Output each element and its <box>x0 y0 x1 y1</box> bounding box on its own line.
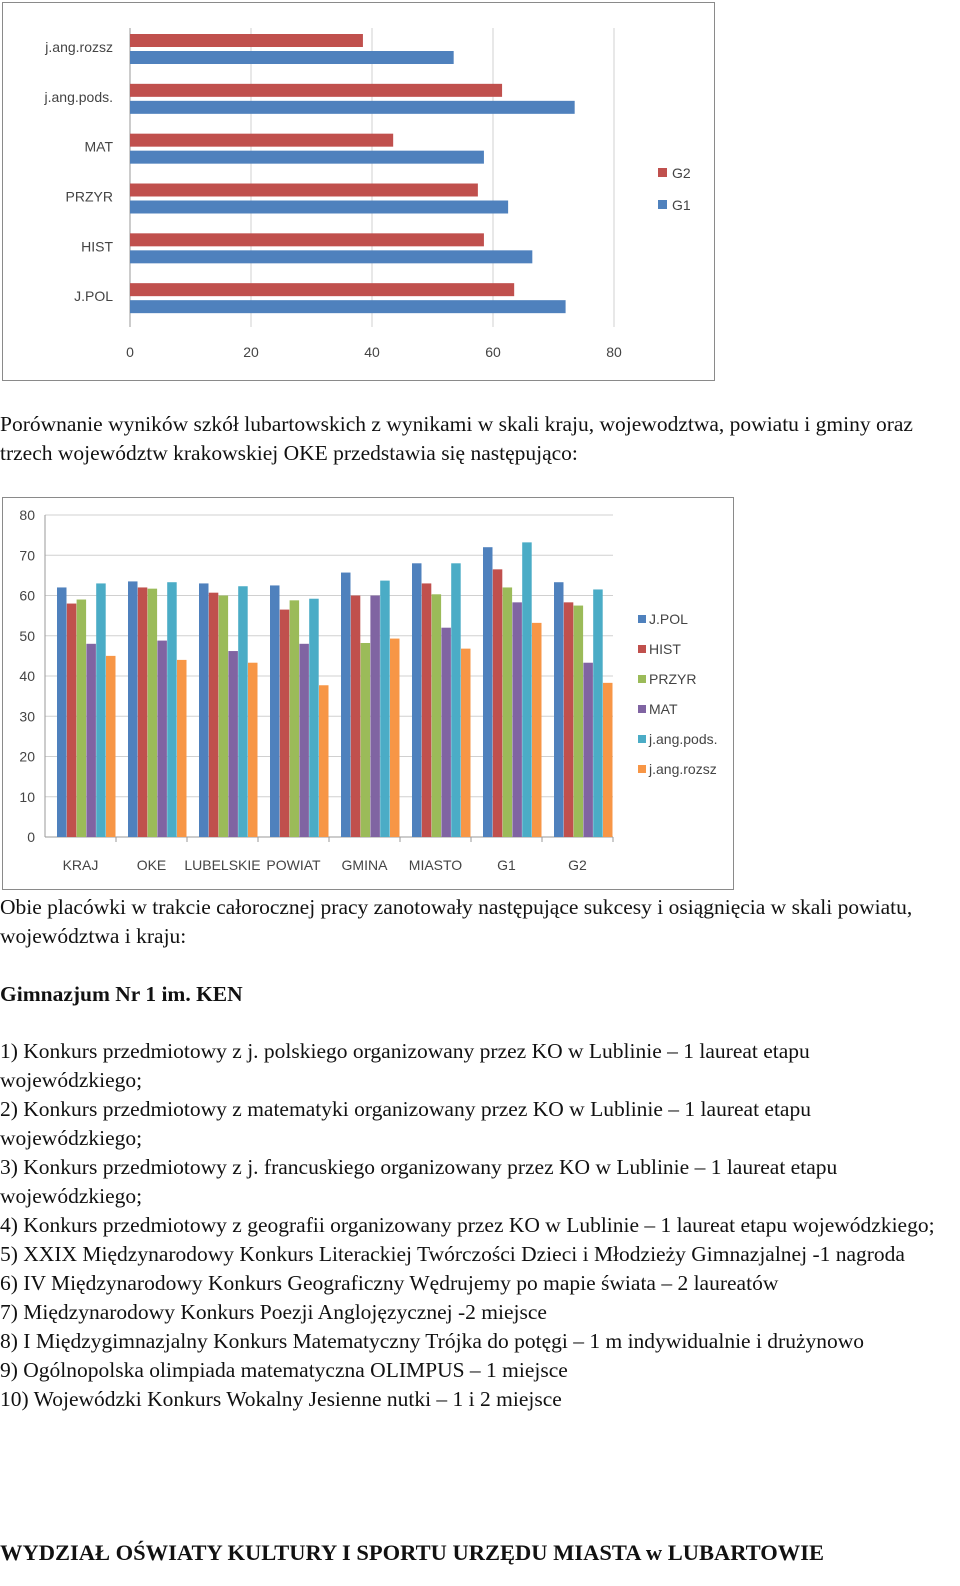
chart2-bar-mat <box>86 644 96 837</box>
chart2-bar-hist <box>564 602 574 837</box>
chart2-y-tick-label: 40 <box>19 668 35 684</box>
chart2-bar-przyr <box>503 587 512 837</box>
chart2-category-label: OKE <box>136 857 167 873</box>
chart2-bar-hist <box>209 593 219 837</box>
chart2-bar-j-pol <box>270 585 280 837</box>
chart1-bar-g1 <box>130 51 454 64</box>
chart1-bar-g1 <box>130 250 532 263</box>
chart1-bar-g2 <box>130 233 484 246</box>
chart2-category-label: G1 <box>497 857 516 873</box>
chart2-bar-j-pol <box>412 563 422 837</box>
chart1-bar-g2 <box>130 134 393 147</box>
chart1-x-tick-label: 0 <box>126 344 134 360</box>
footer-department: WYDZIAŁ OŚWIATY KULTURY I SPORTU URZĘDU MIASTA w LUBARTOWIE <box>0 1540 825 1565</box>
chart1-category-label: j.ang.pods. <box>44 88 113 105</box>
chart2-bar-przyr <box>77 600 87 837</box>
chart1-bar-g1 <box>130 101 575 114</box>
chart2-legend-label: J.POL <box>649 611 688 627</box>
list-item: 3) Konkurs przedmiotowy z j. francuskiego organizowany przez KO w Lublinie – 1 laureat etapu wojewódzkiego; <box>0 1155 838 1208</box>
chart2-bar-przyr <box>148 589 158 837</box>
chart2-category-label: G2 <box>568 857 587 873</box>
chart1-legend-swatch <box>658 168 667 177</box>
chart2-bar-hist <box>138 587 148 837</box>
chart1-x-tick-label: 20 <box>243 344 259 360</box>
chart2-bar-mat <box>512 602 522 837</box>
chart1-x-tick-label: 60 <box>485 344 501 360</box>
list-item: 10) Wojewódzki Konkurs Wokalny Jesienne nutki – 1 i 2 miejsce <box>0 1387 562 1411</box>
chart-subject-results-g1-g2 <box>2 2 715 381</box>
chart2-y-tick-label: 30 <box>19 708 35 725</box>
chart2-legend-label: j.ang.rozsz <box>649 761 717 777</box>
chart2-bar-j-ang-pods- <box>380 581 390 837</box>
school-heading: Gimnazjum Nr 1 im. KEN <box>0 982 243 1006</box>
chart2-legend-swatch <box>638 645 646 653</box>
chart1-x-tick-label: 40 <box>364 344 380 360</box>
chart2-bar-j-ang-rozsz <box>603 683 613 837</box>
achievements-list <box>0 1037 950 1414</box>
chart2-bar-j-ang-pods- <box>238 586 248 837</box>
chart2-bar-j-ang-pods- <box>167 582 177 837</box>
chart2-bar-j-pol <box>554 582 564 837</box>
chart2-legend-swatch <box>638 765 646 773</box>
chart-comparison-regions <box>2 497 734 890</box>
chart1-category-label: HIST <box>81 238 113 255</box>
chart2-bar-j-ang-pods- <box>522 542 532 837</box>
chart2-legend-swatch <box>638 735 646 743</box>
chart2-y-tick-label: 0 <box>27 829 35 845</box>
chart2-bar-j-ang-rozsz <box>532 623 542 837</box>
chart2-legend-swatch <box>638 705 646 713</box>
chart1-bar-g2 <box>130 34 363 47</box>
chart2-bar-mat <box>441 628 451 837</box>
chart2-bar-j-ang-rozsz <box>177 660 187 837</box>
chart2-bar-j-pol <box>199 583 209 837</box>
chart2-category-label: POWIAT <box>266 857 321 873</box>
chart1-bar-g2 <box>130 184 478 197</box>
list-item: 2) Konkurs przedmiotowy z matematyki organizowany przez KO w Lublinie – 1 laureat etapu wojewódzkiego; <box>0 1097 811 1150</box>
chart2-bar-mat <box>583 663 593 837</box>
chart2-category-label: GMINA <box>341 857 388 873</box>
chart2-bar-j-ang-pods- <box>96 583 106 837</box>
list-item: 6) IV Międzynarodowy Konkurs Geograficzny Wędrujemy po mapie świata – 2 laureatów <box>0 1271 779 1295</box>
chart2-y-tick-label: 50 <box>19 627 35 644</box>
chart2-bar-j-ang-rozsz <box>390 639 400 837</box>
chart2-svg <box>3 498 733 889</box>
chart2-legend-swatch <box>638 615 646 623</box>
chart2-category-label: KRAJ <box>62 857 99 873</box>
chart2-bar-j-ang-rozsz <box>319 685 329 837</box>
chart2-bar-j-pol <box>128 581 138 837</box>
chart1-legend-swatch <box>658 200 667 209</box>
chart1-category-label: j.ang.rozsz <box>45 39 113 55</box>
chart1-category-label: PRZYR <box>65 188 113 205</box>
chart1-category-label: J.POL <box>74 288 113 305</box>
list-item: 5) XXIX Międzynarodowy Konkurs Literackiej Twórczości Dzieci i Młodzieży Gimnazjalnej -1 nagroda <box>0 1242 905 1266</box>
list-item: 1) Konkurs przedmiotowy z j. polskiego organizowany przez KO w Lublinie – 1 laureat etapu wojewódzkiego; <box>0 1039 810 1092</box>
chart2-bar-hist <box>351 596 361 838</box>
chart2-bar-przyr <box>574 606 584 837</box>
achievements-intro: Obie placówki w trakcie całorocznej pracy zanotowały następujące sukcesy i osiągnięcia w skali powiatu, województwa i kraju: <box>0 895 913 948</box>
chart2-bar-mat <box>157 641 167 837</box>
chart2-bar-przyr <box>219 596 229 838</box>
chart1-svg <box>3 3 714 380</box>
list-item: 4) Konkurs przedmiotowy z geografii organizowany przez KO w Lublinie – 1 laureat etapu wojewódzkiego; <box>0 1213 935 1237</box>
chart2-y-tick-label: 20 <box>19 748 35 765</box>
chart2-bar-j-ang-rozsz <box>248 663 258 837</box>
chart2-legend-label: HIST <box>649 641 681 657</box>
chart1-category-label: MAT <box>84 138 113 155</box>
chart2-category-label: LUBELSKIE <box>184 857 261 873</box>
chart2-bar-mat <box>299 644 309 837</box>
list-item: 7) Międzynarodowy Konkurs Poezji Anglojęzycznej -2 miejsce <box>0 1300 547 1324</box>
chart2-legend-swatch <box>638 675 646 683</box>
chart2-legend-label: j.ang.pods. <box>649 731 718 747</box>
chart2-bar-j-ang-pods- <box>309 599 319 837</box>
chart2-y-tick-label: 70 <box>19 547 35 564</box>
chart2-y-tick-label: 60 <box>19 587 35 604</box>
list-item: 8) I Międzygimnazjalny Konkurs Matematyczny Trójka do potęgi – 1 m indywidualnie i drużynowo <box>0 1329 865 1353</box>
chart2-bar-hist <box>493 569 503 837</box>
chart2-bar-hist <box>67 604 77 837</box>
chart1-x-tick-label: 80 <box>606 344 622 360</box>
chart2-bar-j-ang-rozsz <box>461 649 471 837</box>
chart2-bar-j-ang-pods- <box>451 563 461 837</box>
chart2-bar-j-pol <box>483 547 493 837</box>
chart1-bar-g1 <box>130 151 484 164</box>
chart2-bar-hist <box>280 610 290 837</box>
chart2-bar-j-pol <box>341 573 351 837</box>
chart2-y-tick-label: 80 <box>19 507 35 523</box>
chart2-bar-j-ang-pods- <box>593 589 603 837</box>
chart1-bar-g2 <box>130 84 502 97</box>
chart1-bar-g1 <box>130 201 508 214</box>
chart2-bar-przyr <box>432 594 442 837</box>
chart2-bar-j-ang-rozsz <box>106 656 116 837</box>
chart1-bar-g1 <box>130 300 566 313</box>
chart2-category-label: MIASTO <box>408 857 463 873</box>
chart2-bar-przyr <box>361 643 371 837</box>
chart2-bar-j-pol <box>57 587 67 837</box>
chart2-bar-mat <box>228 651 238 837</box>
chart2-legend-label: MAT <box>649 701 678 717</box>
chart2-bar-hist <box>422 583 432 837</box>
chart1-legend-label: G1 <box>672 197 691 213</box>
list-item: 9) Ogólnopolska olimpiada matematyczna OLIMPUS – 1 miejsce <box>0 1358 568 1382</box>
chart2-bar-przyr <box>290 600 300 837</box>
chart1-bar-g2 <box>130 283 514 296</box>
chart2-bar-mat <box>370 596 380 838</box>
chart2-legend-label: PRZYR <box>649 671 697 687</box>
intro-paragraph: Porównanie wyników szkół lubartowskich z wynikami w skali kraju, wojewodztwa, powiatu i gminy oraz trzech województw krakowskiej OKE przedstawia się następująco: <box>0 412 913 465</box>
chart2-y-tick-label: 10 <box>19 788 35 805</box>
chart1-legend-label: G2 <box>672 165 691 181</box>
